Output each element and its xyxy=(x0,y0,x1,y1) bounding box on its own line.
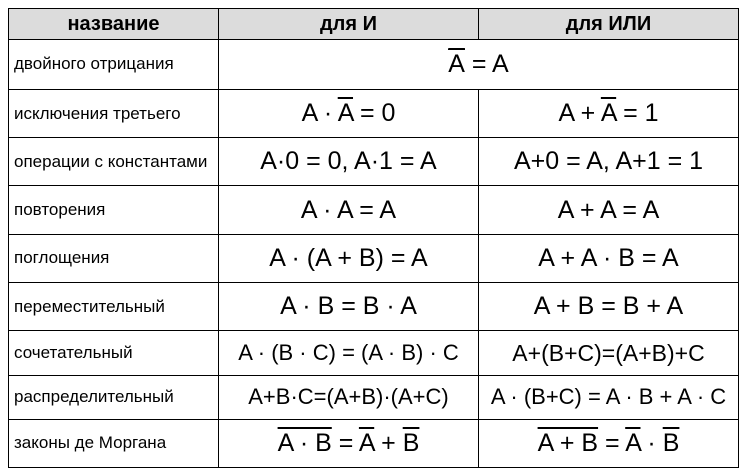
law-formula-or: A+(B+C)=(A+B)+C xyxy=(479,331,739,376)
table-row xyxy=(9,89,739,137)
law-formula-or: A + B = B + A xyxy=(479,282,739,330)
table-row xyxy=(9,376,739,419)
law-name: сочетательный xyxy=(9,331,219,376)
law-formula-or: A + A · B = A xyxy=(479,234,739,282)
law-formula-and: A · (A + B) = A xyxy=(219,234,479,282)
law-formula-and: A · B = B · A xyxy=(219,282,479,330)
law-formula-and: A · A = A xyxy=(219,186,479,234)
law-formula-or: $A + B = \overline{A} \cdot \overline{B}$ xyxy=(479,419,739,467)
law-name: повторения xyxy=(9,186,219,234)
table-row xyxy=(9,234,739,282)
law-formula-merged: $\overline{A} = A$ xyxy=(219,40,739,90)
law-name: переместительный xyxy=(9,282,219,330)
law-name: двойного отрицания xyxy=(9,40,219,90)
boolean-laws-table xyxy=(8,8,739,468)
law-name: исключения третьего xyxy=(9,89,219,137)
law-formula-and: $A \cdot \overline{A} = 0$ xyxy=(219,89,479,137)
header-and: для И xyxy=(219,9,479,40)
law-formula-and: A+B·C=(A+B)·(A+C) xyxy=(219,376,479,419)
table-row xyxy=(9,40,739,90)
header-row xyxy=(9,9,739,40)
law-name: распределительный xyxy=(9,376,219,419)
law-formula-or: $A + \overline{A} = 1$ xyxy=(479,89,739,137)
law-formula-and: A·0 = 0, A·1 = A xyxy=(219,138,479,186)
table-row xyxy=(9,419,739,467)
law-formula-or: A+0 = A, A+1 = 1 xyxy=(479,138,739,186)
double-negation-bar: $\overline{A}$ xyxy=(448,50,465,79)
header-or: для ИЛИ xyxy=(479,9,739,40)
table-row xyxy=(9,331,739,376)
law-name: законы де Моргана xyxy=(9,419,219,467)
law-name: поглощения xyxy=(9,234,219,282)
law-formula-and: $A \cdot B = \overline{A} + \overline{B}$ xyxy=(219,419,479,467)
law-name: операции с константами xyxy=(9,138,219,186)
law-formula-or: A + A = A xyxy=(479,186,739,234)
law-formula-and: A · (B · C) = (A · B) · C xyxy=(219,331,479,376)
law-formula-or: A · (B+C) = A · B + A · C xyxy=(479,376,739,419)
table-row xyxy=(9,282,739,330)
header-name: название xyxy=(9,9,219,40)
table-row xyxy=(9,186,739,234)
table-row xyxy=(9,138,739,186)
